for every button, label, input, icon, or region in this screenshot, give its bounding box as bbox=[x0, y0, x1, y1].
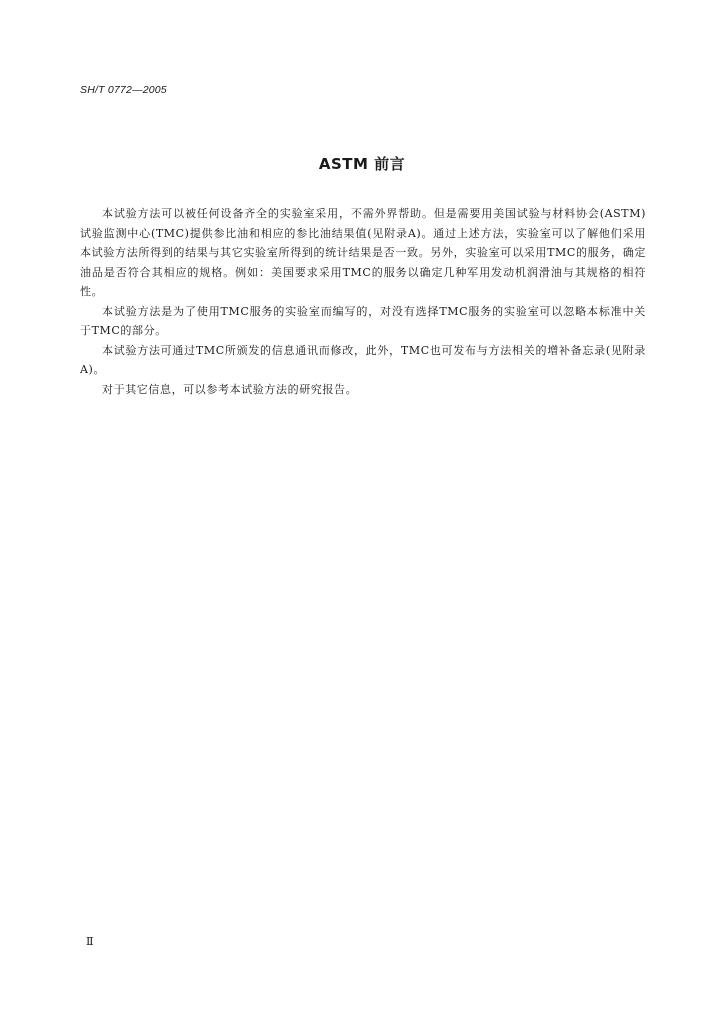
page-title: ASTM 前言 bbox=[318, 155, 406, 173]
document-code: SH/T 0772—2005 bbox=[80, 84, 167, 96]
page-number: Ⅱ bbox=[86, 935, 94, 948]
paragraph-4: 对于其它信息，可以参考本试验方法的研究报告。 bbox=[102, 382, 358, 396]
preface-body bbox=[80, 204, 646, 399]
paragraph-1: 本试验方法可以被任何设备齐全的实验室采用，不需外界帮助。但是需要用美国试验与材料协会(ASTM)试验监测中心(TMC)提供参比油和相应的参比油结果值(见附录A)。通过上述方法，实验室可以了解他们采用本试验方法所得到的结果与其它实验室所得到的统计结果是否一致。另外，实验室可以采用TMC的服务，确定油品是否符合其相应的规格。例如：美国要求采用TMC的服务以确定几种军用发动机润滑油与其规格的相符性。 bbox=[80, 207, 646, 298]
paragraph-3: 本试验方法可通过TMC所颁发的信息通讯而修改，此外，TMC也可发布与方法相关的增补备忘录(见附录A)。 bbox=[80, 343, 646, 376]
paragraph-2: 本试验方法是为了使用TMC服务的实验室而编写的，对没有选择TMC服务的实验室可以忽略本标准中关于TMC的部分。 bbox=[80, 304, 646, 337]
